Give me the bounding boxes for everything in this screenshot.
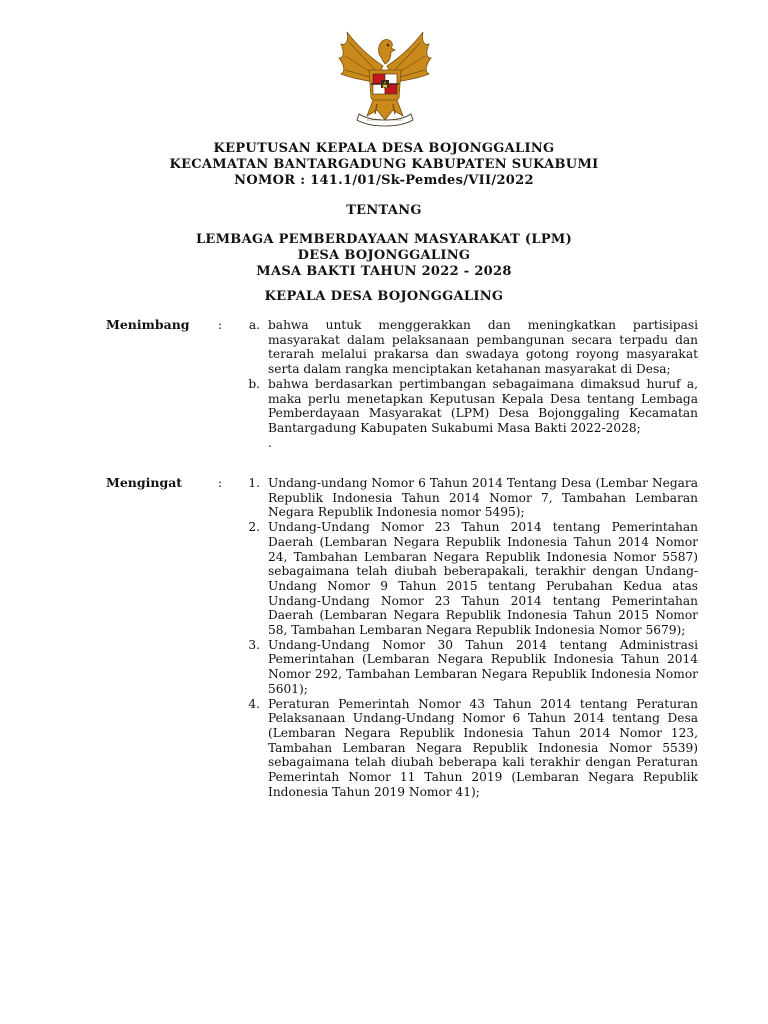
decree-title-line-2: KECAMATAN BANTARGADUNG KABUPATEN SUKABUMI (169, 157, 599, 172)
decree-title-line-1: KEPUTUSAN KEPALA DESA BOJONGGALING (213, 141, 555, 156)
item-marker: b. (248, 376, 260, 391)
decree-subject-line-1: LEMBAGA PEMBERDAYAAN MASYARAKAT (LPM) (195, 232, 573, 247)
item-text: Undang-undang Nomor 6 Tahun 2014 Tentang Desa (Lembar Negara Republik Indonesia Tahun 2014 Nomor 7, Tambahan Lembaran Negara Republik Indonesia nomor 5495); (268, 476, 698, 520)
menimbang-list (230, 318, 698, 450)
decree-title (0, 141, 768, 189)
item-text: bahwa untuk menggerakkan dan meningkatkan partisipasi masyarakat dalam pelaksanaan pembangunan secara terpadu dan terarah melalui prakarsa dan swadaya gotong royong masyarakat serta dalam rangka menciptakan ketahanan masyarakat di Desa; (268, 318, 698, 377)
mengingat-list (230, 476, 698, 799)
item-text: bahwa berdasarkan pertimbangan sebagaimana dimaksud huruf a, maka perlu menetapkan Keputusan Kepala Desa tentang Lembaga Pemberdayaan Masyarakat (LPM) Desa Bojonggaling Kecamatan Bantargadung Kabupaten Sukabumi Masa Bakti 2022-2028; (268, 376, 698, 435)
mengingat-colon: : (218, 476, 223, 490)
item-marker: 3. (248, 637, 260, 652)
decree-subject-line-2: DESA BOJONGGALING (297, 248, 471, 263)
item-text: Undang-Undang Nomor 30 Tahun 2014 tentang Administrasi Pemerintahan (Lembaran Negara Republik Indonesia Tahun 2014 Nomor 292, Tambahan Lembaran Negara Republik Indonesia Nomor 5601); (268, 637, 698, 696)
item-text: Peraturan Pemerintah Nomor 43 Tahun 2014 tentang Peraturan Pelaksanaan Undang-Undang Nomor 6 Tahun 2014 tentang Desa (Lembaran Negara Republik Indonesia Tahun 2014 Nomor 123, Tambahan Lembaran Negara Republik Indonesia Nomor 5539) sebagaimana telah diubah beberapa kali terakhir dengan Peraturan Pemerintah Nomor 11 Tahun 2019 (Lembaran Negara Republik Indonesia Tahun 2019 Nomor 41); (268, 696, 698, 799)
menimbang-item-b (230, 377, 698, 436)
mengingat-item-1 (230, 476, 698, 520)
menimbang-item-a (230, 318, 698, 377)
item-marker: 2. (248, 520, 260, 535)
tentang-heading: TENTANG (346, 203, 422, 218)
mengingat-item-2 (230, 520, 698, 638)
garuda-emblem-icon (337, 28, 433, 128)
item-marker: a. (248, 318, 260, 332)
menimbang-colon: : (218, 318, 223, 332)
stray-period: . (268, 435, 272, 450)
item-marker: 1. (248, 476, 260, 490)
issuing-official: KEPALA DESA BOJONGGALING (264, 289, 504, 304)
mengingat-item-4 (230, 697, 698, 800)
mengingat-item-3 (230, 638, 698, 697)
decree-subject-line-3: MASA BAKTI TAHUN 2022 - 2028 (256, 264, 512, 279)
item-text: Undang-Undang Nomor 23 Tahun 2014 tentang Pemerintahan Daerah (Lembaran Negara Republik Indonesia Tahun 2014 Nomor 24, Tambahan Lembaran Negara Republik Indonesia Nomor 5587) sebagaimana telah diubah beberapakali, terakhir dengan Undang-Undang Nomor 9 Tahun 2015 tentang Perubahan Kedua atas Undang-Undang Nomor 23 Tahun 2014 tentang Pemerintahan Daerah (Lembaran Negara Republik Indonesia Tahun 2015 Nomor 58, Tambahan Lembaran Negara Republik Indonesia Nomor 5679); (268, 520, 698, 638)
menimbang-label: Menimbang (106, 317, 190, 332)
mengingat-label: Mengingat (106, 475, 183, 490)
decree-subject (0, 232, 768, 280)
decree-number: NOMOR : 141.1/01/Sk-Pemdes/VII/2022 (234, 173, 534, 188)
item-marker: 4. (248, 696, 260, 711)
